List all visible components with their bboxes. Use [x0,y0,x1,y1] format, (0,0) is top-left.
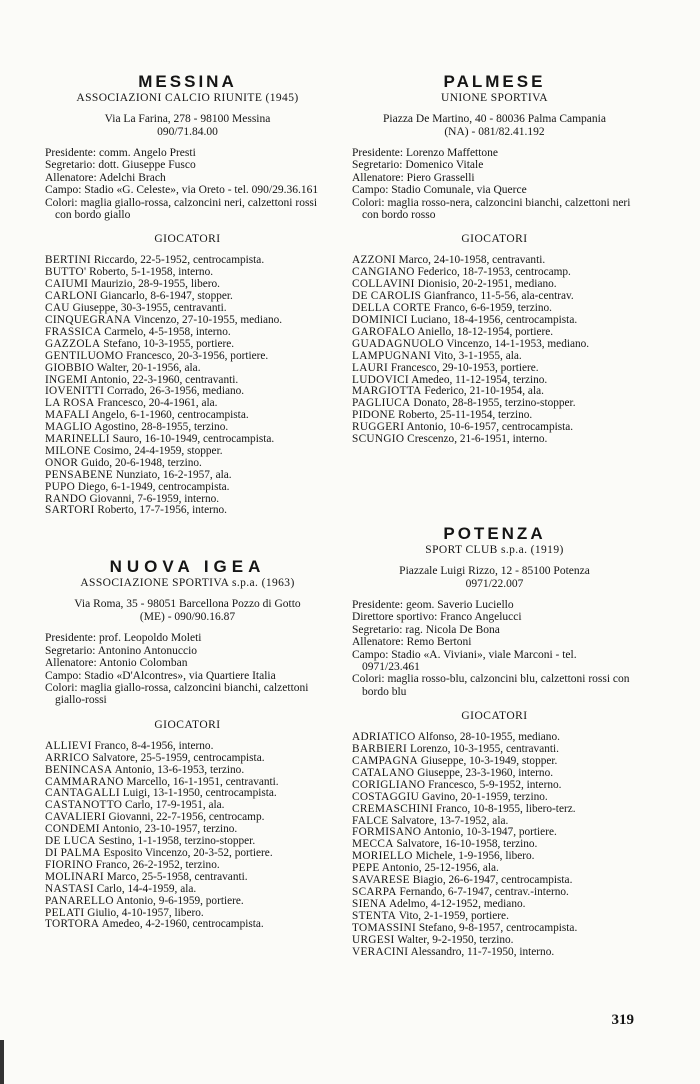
player-details: Giuseppe, 23-3-1960, interno. [417,766,554,779]
player-details: Lorenzo, 10-3-1955, centravanti. [409,743,559,756]
player-surname: BARBIERI [352,743,408,756]
player-details: Gianfranco, 11-5-56, ala-centrav. [424,290,574,303]
player-details: Walter, 20-1-1956, ala. [96,361,201,374]
player-details: Francesco, 20-4-1961, ala. [97,397,218,410]
player-surname: FRASSICA [45,325,102,338]
player-surname: MAGLIO [45,421,92,434]
club-info [45,147,330,221]
club-subtitle: ASSOCIAZIONI CALCIO RIUNITE (1945) [76,92,299,104]
info-coach: Allenatore: Piero Grasselli [352,171,475,184]
player-row [352,434,637,446]
player-surname: CAIUMI [45,278,89,291]
player-details: Stefano, 9-8-1957, centrocampista. [418,921,578,934]
club-subtitle: ASSOCIAZIONE SPORTIVA s.p.a. (1963) [80,577,295,590]
club-info [45,632,330,706]
player-surname: GUADAGNUOLO [352,337,444,350]
club-address [352,113,637,139]
player-details: Aniello, 18-12-1954, portiere. [417,325,554,338]
player-details: Vincenzo, 27-10-1955, mediano. [133,313,283,326]
address-line: Piazza De Martino, 40 - 80036 Palma Campania [383,113,606,125]
info-colors: Colori: maglia giallo-rossa, calzoncini neri, calzettoni rossi con bordo giallo [45,196,318,222]
scan-margin-mark [0,1040,4,1084]
players-heading: GIOCATORI [154,718,221,731]
club-palmese [352,72,637,446]
info-coach: Allenatore: Antonio Colomban [45,657,188,670]
player-surname: MECCA [352,838,394,851]
club-name: PALMESE [443,72,546,91]
player-details: Salvatore, 16-10-1958, terzino. [396,838,538,851]
player-surname: SAVARESE [352,874,410,887]
player-surname: PUPO [45,480,76,493]
player-details: Esposito Vincenzo, 20-3-52, portiere. [103,846,273,859]
player-details: Francesco, 20-3-1956, portiere. [126,349,269,362]
player-surname: LAURI [352,361,389,374]
info-colors: Colori: maglia rosso-blu, calzoncini blu, calzettoni rossi con bordo blu [352,673,630,698]
player-details: Carmelo, 4-5-1958, interno. [104,325,231,338]
player-surname: PIDONE [352,409,396,422]
player-details: Dionisio, 20-2-1951, mediano. [417,278,557,291]
player-surname: BENINCASA [45,763,113,776]
player-surname: CAMMARANO [45,775,124,788]
address-line: 0971/22.007 [465,577,524,590]
player-surname: ADRIATICO [352,731,416,744]
player-details: Giulio, 4-10-1957, libero. [87,906,204,919]
info-field: Campo: Stadio «D'Alcontres», via Quartiere Italia [45,669,276,682]
player-surname: CAU [45,302,70,315]
player-surname: FIORINO [45,858,93,871]
player-surname: CORIGLIANO [352,778,426,791]
player-surname: DI PALMA [45,846,101,859]
players-list [45,255,330,517]
address-line: (ME) - 090/90.16.87 [139,611,236,624]
player-details: Francesco, 5-9-1952, interno. [428,778,562,791]
club-nuova-igea [45,557,330,931]
info-secretary: Segretario: Antonino Antonuccio [45,644,198,657]
player-details: Federico, 18-7-1953, centrocamp. [417,266,571,279]
player-surname: ALLIEVI [45,739,92,752]
player-surname: ONOR [45,456,79,469]
player-surname: DELLA CORTE [352,302,431,315]
player-details: Adelmo, 4-12-1952, mediano. [388,897,526,910]
player-surname: STENTA [352,909,397,922]
player-details: Franco, 8-4-1956, interno. [94,739,214,752]
player-surname: COSTAGGIU [352,790,420,803]
player-surname: SIENA [352,897,387,910]
player-details: Luigi, 13-1-1950, centrocampista. [122,787,277,800]
address-line: Via Roma, 35 - 98051 Barcellona Pozzo di Gotto [74,598,301,611]
player-row [45,505,330,517]
player-details: Donato, 28-8-1955, terzino-stopper. [413,397,576,410]
player-details: Riccardo, 22-5-1952, centrocampista. [93,254,265,267]
player-surname: RANDO [45,492,87,505]
player-details: Walter, 9-2-1950, terzino. [397,933,514,946]
player-surname: DE CAROLIS [352,290,422,303]
player-details: Agostino, 28-8-1955, terzino. [94,421,229,434]
player-details: Guido, 20-6-1948, terzino. [81,456,202,469]
player-details: Sestino, 1-1-1958, terzino-stopper. [98,835,256,848]
info-sporting-director: Direttore sportivo: Franco Angelucci [352,611,522,624]
player-details: Nunziato, 16-2-1957, ala. [115,468,232,481]
player-details: Marco, 24-10-1958, centravanti. [398,254,546,267]
player-surname: LAMPUGNANI [352,349,431,362]
club-subtitle: UNIONE SPORTIVA [440,92,548,104]
club-address [45,113,330,139]
address-line: (NA) - 081/82.41.192 [444,126,545,138]
player-surname: CINQUEGRANA [45,313,132,326]
info-field: Campo: Stadio «G. Celeste», via Oreto - tel. 090/29.36.161 [45,184,319,197]
player-surname: PANARELLO [45,894,114,907]
club-info [352,599,637,698]
player-surname: CAVALIERI [45,811,106,824]
player-details: Antonio, 23-10-1957, terzino. [102,823,238,836]
player-details: Sauro, 16-10-1949, centrocampista. [112,433,275,446]
club-address [45,598,330,624]
info-president: Presidente: geom. Saverio Luciello [352,598,514,611]
info-field: Campo: Stadio Comunale, via Querce [352,184,527,197]
player-details: Stefano, 10-3-1955, portiere. [103,337,235,350]
players-list [352,255,637,446]
players-heading: GIOCATORI [461,710,528,723]
player-surname: CASTANOTTO [45,799,123,812]
players-list [45,741,330,932]
player-surname: MORIELLO [352,850,413,863]
player-surname: PEPE [352,862,380,875]
player-details: Franco, 6-6-1959, terzino. [433,302,552,315]
player-details: Franco, 26-2-1952, terzino. [95,858,220,871]
player-details: Amedeo, 4-2-1960, centrocampista. [101,918,264,931]
player-details: Antonio, 22-3-1960, centravanti. [89,373,239,386]
player-details: Antonio, 25-12-1956, ala. [381,862,499,875]
players-list [352,732,637,958]
player-surname: DE LUCA [45,835,96,848]
player-details: Amedeo, 11-12-1954, terzino. [411,373,548,386]
player-surname: GENTILUOMO [45,349,124,362]
player-details: Antonio, 10-6-1957, centrocampista. [406,421,574,434]
player-details: Diego, 6-1-1949, centrocampista. [77,480,230,493]
player-surname: SARTORI [45,504,95,517]
player-details: Fernando, 6-7-1947, centrav.-interno. [399,885,569,898]
player-surname: URGESI [352,933,395,946]
player-details: Vito, 2-1-1959, portiere. [398,909,509,922]
info-president: Presidente: prof. Leopoldo Moleti [45,632,202,645]
player-surname: LA ROSA [45,397,95,410]
player-details: Marcello, 16-1-1951, centravanti. [126,775,279,788]
address-line: Piazzale Luigi Rizzo, 12 - 85100 Potenza [399,564,590,577]
player-details: Gavino, 20-1-1959, terzino. [421,790,548,803]
player-details: Salvatore, 25-5-1959, centrocampista. [92,751,265,764]
address-line: Via La Farina, 278 - 98100 Messina [104,113,271,125]
player-details: Carlo, 14-4-1959, ala. [96,882,197,895]
player-surname: MARINELLI [45,433,110,446]
club-name: MESSINA [138,72,237,91]
club-name: POTENZA [443,523,546,543]
player-details: Francesco, 29-10-1953, portiere. [390,361,539,374]
player-details: Crescenzo, 21-6-1951, interno. [407,433,548,446]
player-details: Federico, 21-10-1954, ala. [424,385,544,398]
player-details: Giovanni, 7-6-1959, interno. [89,492,220,505]
player-details: Alessandro, 11-7-1950, interno. [410,945,555,958]
player-details: Antonio, 13-6-1953, terzino. [114,763,245,776]
player-surname: GAZZOLA [45,337,101,350]
left-column [45,0,330,931]
club-info [352,147,637,221]
player-surname: AZZONI [352,254,396,267]
info-president: Presidente: comm. Angelo Presti [45,147,196,159]
player-surname: INGEMI [45,373,88,386]
info-colors: Colori: maglia giallo-rossa, calzoncini bianchi, calzettoni giallo-rossi [45,682,309,707]
player-details: Cosimo, 24-4-1959, stopper. [93,444,223,457]
player-details: Luciano, 18-4-1956, centrocampista. [410,313,578,326]
player-surname: MARGIOTTA [352,385,422,398]
player-details: Roberto, 25-11-1954, terzino. [398,409,533,422]
player-details: Roberto, 17-7-1956, interno. [97,504,227,517]
player-surname: CANTAGALLI [45,787,120,800]
player-details: Giancarlo, 8-6-1947, stopper. [100,290,233,303]
player-surname: MAFALI [45,409,90,422]
player-details: Franco, 10-8-1955, libero-terz. [435,802,576,815]
player-surname: BERTINI [45,254,91,267]
player-details: Corrado, 26-3-1956, mediano. [107,385,245,398]
player-surname: CONDEMI [45,823,100,836]
player-surname: MOLINARI [45,870,104,883]
player-surname: DOMINICI [352,313,408,326]
player-details: Roberto, 5-1-1958, interno. [89,266,214,279]
player-surname: PAGLIUCA [352,397,411,410]
player-details: Angelo, 6-1-1960, centrocampista. [91,409,249,422]
club-address [352,565,637,591]
player-surname: COLLAVINI [352,278,415,291]
player-surname: GAROFALO [352,325,416,338]
player-surname: TORTORA [45,918,100,931]
player-surname: SCUNGIO [352,433,405,446]
player-row [45,919,330,931]
player-surname: MILONE [45,444,91,457]
player-details: Vito, 3-1-1955, ala. [433,349,522,362]
player-surname: BUTTO' [45,266,87,279]
info-colors: Colori: maglia rosso-nera, calzoncini bianchi, calzettoni neri con bordo rosso [352,196,631,222]
player-details: Alfonso, 28-10-1955, mediano. [417,731,560,744]
players-heading: GIOCATORI [154,233,221,246]
info-secretary: Segretario: Domenico Vitale [352,159,484,172]
player-details: Giuseppe, 10-3-1949, stopper. [420,755,558,767]
info-secretary: Segretario: dott. Giuseppe Fusco [45,159,196,172]
player-details: Vincenzo, 14-1-1953, mediano. [446,337,590,350]
player-details: Maurizio, 28-9-1955, libero. [91,278,221,291]
player-surname: SCARPA [352,885,397,898]
info-coach: Allenatore: Adelchi Brach [45,171,166,184]
club-messina [45,72,330,517]
player-surname: VERACINI [352,945,409,958]
player-row [352,947,637,959]
player-details: Carlo, 17-9-1951, ala. [125,799,225,812]
players-heading: GIOCATORI [461,233,528,246]
info-field: Campo: Stadio «A. Viviani», viale Marconi - tel. 0971/23.461 [352,648,577,673]
player-surname: ARRICO [45,751,90,764]
player-surname: LUDOVICI [352,373,409,386]
player-details: Biagio, 26-6-1947, centrocampista. [412,874,573,887]
player-surname: CANGIANO [352,266,415,279]
club-subtitle: SPORT CLUB s.p.a. (1919) [425,543,564,556]
page-number: 319 [611,1012,634,1028]
player-details: Giovanni, 22-7-1956, centrocamp. [108,811,265,824]
club-potenza [352,524,637,958]
address-line: 090/71.84.00 [157,126,218,138]
player-surname: FORMISANO [352,826,422,839]
player-surname: CAMPAGNA [352,755,419,767]
club-name: NUOVA IGEA [109,557,266,577]
player-details: Antonio, 9-6-1959, portiere. [116,894,244,907]
player-surname: PELATI [45,906,85,919]
info-coach: Allenatore: Remo Bertoni [352,636,472,649]
player-surname: IOVENITTI [45,385,105,398]
info-president: Presidente: Lorenzo Maffettone [352,147,499,159]
player-surname: NASTASI [45,882,94,895]
right-column [352,0,637,958]
player-details: Michele, 1-9-1956, libero. [415,850,535,863]
player-surname: CARLONI [45,290,98,303]
player-surname: FALCE [352,814,389,827]
player-surname: GIOBBIO [45,361,95,374]
player-details: Salvatore, 13-7-1952, ala. [391,814,509,827]
player-surname: CREMASCHINI [352,802,434,815]
player-details: Antonio, 10-3-1947, portiere. [423,826,557,839]
info-secretary: Segretario: rag. Nicola De Bona [352,623,500,636]
player-details: Marco, 25-5-1958, centravanti. [106,870,248,883]
player-details: Giuseppe, 30-3-1955, centravanti. [72,302,227,315]
player-surname: PENSABENE [45,468,113,481]
player-surname: RUGGERI [352,421,405,434]
player-surname: CATALANO [352,766,415,779]
player-surname: TOMASSINI [352,921,417,934]
